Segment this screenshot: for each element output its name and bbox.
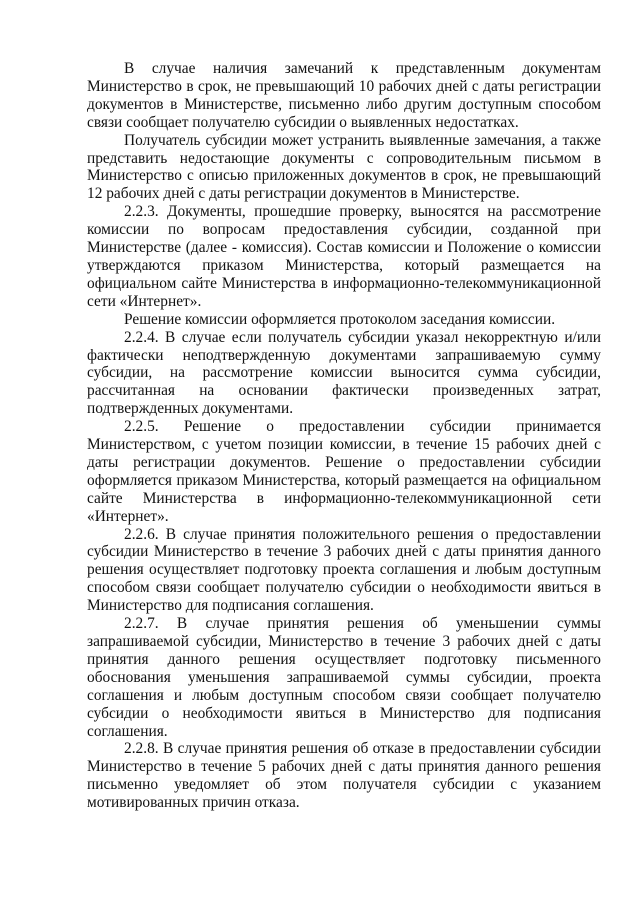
paragraph-2-2-8: 2.2.8. В случае принятия решения об отказе в предоставлении субсидии Министерство в течение 5 рабочих дней с даты принятия данного решения письменно уведомляет об этом получателя субсидии с указанием мотивированных причин отказа. <box>87 740 601 812</box>
paragraph-2-2-4: 2.2.4. В случае если получатель субсидии указал некорректную и/или фактически неподтвержденную документами запрашиваемую сумму субсидии, на рассмотрение комиссии выносится сумма субсидии, рассчитанная на основании фактически произведенных затрат, подтвержденных документами. <box>87 328 601 418</box>
paragraph-2-2-6: 2.2.6. В случае принятия положительного решения о предоставлении субсидии Министерство в течение 3 рабочих дней с даты принятия данного решения осуществляет подготовку проекта соглашения и любым доступным способом связи сообщает получателю субсидии о необходимости явиться в Министерство для подписания соглашения. <box>87 525 601 615</box>
paragraph-remarks: В случае наличия замечаний к представленным документам Министерство в срок, не превышающий 10 рабочих дней с даты регистрации документов в Министерстве, письменно либо другим доступным способом связи сообщает получателю субсидии о выявленных недостатках. <box>87 60 601 131</box>
paragraph-2-2-3: 2.2.3. Документы, прошедшие проверку, выносятся на рассмотрение комиссии по вопросам предоставления субсидии, созданной при Министерстве (далее - комиссия). Состав комиссии и Положение о комиссии утверждаются приказом Министерства, который размещается на официальном сайте Министерства в информационно-телекоммуникационной сети «Интернет». <box>87 203 601 310</box>
paragraph-2-2-7: 2.2.7. В случае принятия решения об уменьшении суммы запрашиваемой субсидии, Министерство в течение 3 рабочих дней с даты принятия данного решения осуществляет подготовку письменного обоснования уменьшения запрашиваемой суммы субсидии, проекта соглашения и любым доступным способом связи сообщает получателю субсидии о необходимости явиться в Министерство для подписания соглашения. <box>87 615 601 740</box>
paragraph-resubmission: Получатель субсидии может устранить выявленные замечания, а также представить недостающие документы с сопроводительным письмом в Министерство с описью приложенных документов в срок, не превышающий 12 рабочих дней с даты регистрации документов в Министерстве. <box>87 131 601 203</box>
paragraph-2-2-5: 2.2.5. Решение о предоставлении субсидии принимается Министерством, с учетом позиции комиссии, в течение 15 рабочих дней с даты регистрации документов. Решение о предоставлении субсидии оформляется приказом Министерства, который размещается на официальном сайте Министерства в информационно-телекоммуникационной сети «Интернет». <box>87 418 601 525</box>
document-page <box>87 60 601 812</box>
paragraph-commission-decision: Решение комиссии оформляется протоколом заседания комиссии. <box>124 310 556 328</box>
